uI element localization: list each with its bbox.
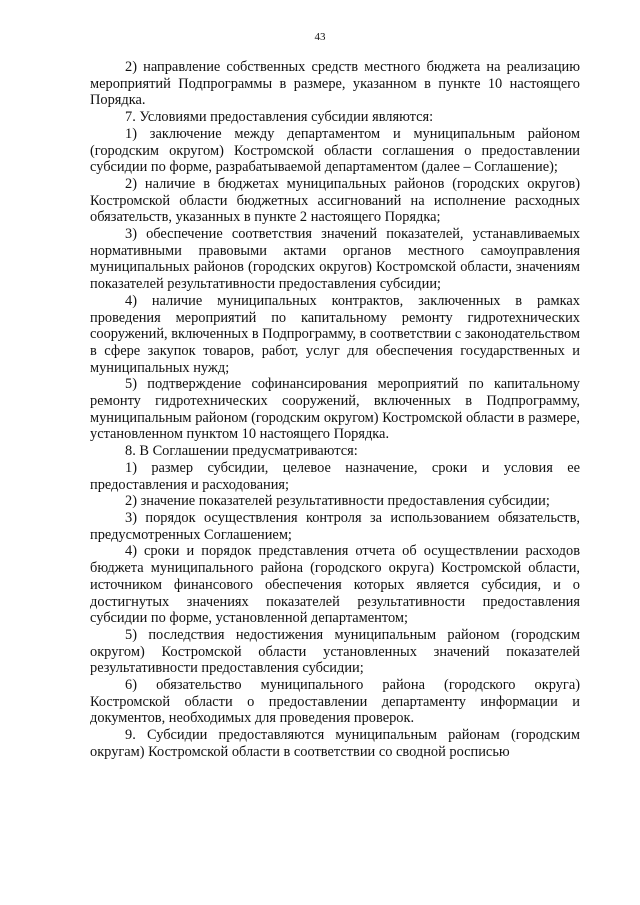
paragraph: 5) последствия недостижения муниципальным районом (городским округом) Костромской области установленных значений показателей результативности предоставления субсидии; bbox=[90, 626, 580, 677]
paragraph: 3) обеспечение соответствия значений показателей, устанавливаемых нормативными правовыми актами органов местного самоуправления муниципальных районов (городских округов) Костромской области, значениям показателей результативности предоставления субсидии; bbox=[90, 226, 580, 293]
paragraph: 6) обязательство муниципального района (городского округа) Костромской области о предоставлении департаменту информации и документов, необходимых для проведения проверок. bbox=[90, 677, 580, 727]
paragraph: 3) порядок осуществления контроля за использованием обязательств, предусмотренных Соглашением; bbox=[90, 509, 580, 543]
paragraph: 1) заключение между департаментом и муниципальным районом (городским округом) Костромской области соглашения о предоставлении субсидии по форме, разрабатываемой департаментом (далее – Соглашение); bbox=[90, 125, 580, 176]
paragraph: 9. Субсидии предоставляются муниципальным районам (городским округам) Костромской области в соответствии со сводной росписью bbox=[90, 727, 580, 760]
paragraph: 7. Условиями предоставления субсидии являются: bbox=[125, 109, 434, 126]
paragraph: 1) размер субсидии, целевое назначение, сроки и условия ее предоставления и расходования; bbox=[90, 459, 580, 493]
document-body bbox=[90, 59, 580, 761]
paragraph: 2) направление собственных средств местного бюджета на реализацию мероприятий Подпрограммы в размере, указанном в пункте 10 настоящего Порядка. bbox=[90, 59, 580, 109]
paragraph: 2) значение показателей результативности предоставления субсидии; bbox=[125, 493, 550, 510]
paragraph: 2) наличие в бюджетах муниципальных районов (городских округов) Костромской области бюджетных ассигнований на исполнение расходных обязательств, указанных в пункте 2 настоящего Порядка; bbox=[90, 175, 580, 226]
page-number: 43 bbox=[314, 31, 326, 43]
paragraph: 4) сроки и порядок представления отчета об осуществлении расходов бюджета муниципального района (городского округа) Костромской области, источником финансового обеспечения которых является субсидия, и о достигнутых значениях показателей результативности предоставления субсидии по форме, установленной департаментом; bbox=[90, 543, 580, 627]
paragraph: 8. В Соглашении предусматриваются: bbox=[125, 443, 358, 460]
paragraph: 5) подтверждение софинансирования мероприятий по капитальному ремонту гидротехнических сооружений, включенных в Подпрограмму, муниципальным районом (городским округом) Костромской области в размере, установленном пунктом 10 настоящего Порядка. bbox=[90, 376, 580, 443]
paragraph: 4) наличие муниципальных контрактов, заключенных в рамках проведения мероприятий по капитальному ремонту гидротехнических сооружений, включенных в Подпрограмму, в соответствии с законодательством в сфере закупок товаров, работ, услуг для обеспечения государственных и муниципальных нужд; bbox=[90, 292, 580, 376]
